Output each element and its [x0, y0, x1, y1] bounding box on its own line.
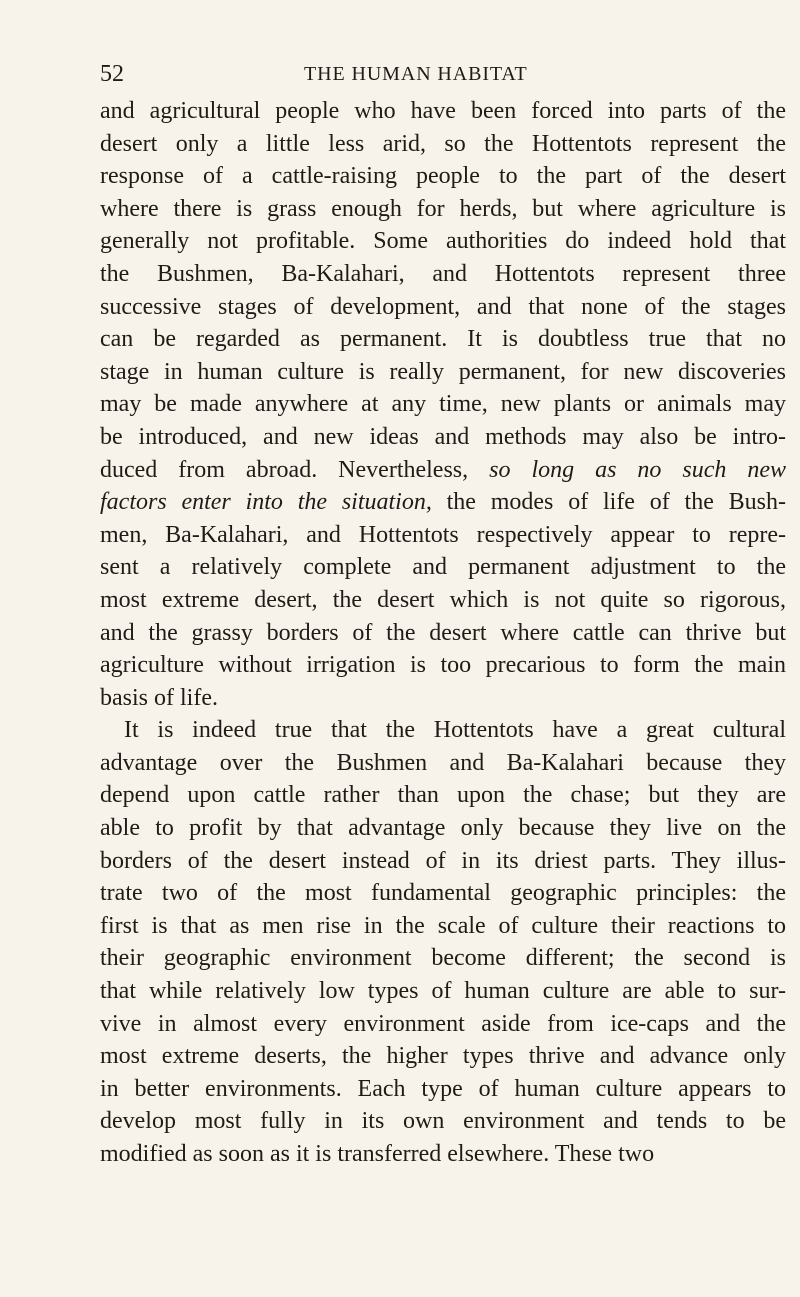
text-run: It is indeed true that the Hottentots have a great cultural	[124, 717, 786, 744]
text-line	[100, 779, 786, 812]
text-run: trate two of the most fundamental geographic principles: the	[100, 880, 786, 907]
text-run: vive in almost every environment aside from ice-caps and the	[100, 1010, 786, 1037]
text-line	[100, 714, 786, 747]
text-line	[100, 193, 786, 226]
text-run: generally not profitable. Some authorities do indeed hold that	[100, 228, 786, 255]
text-run: borders of the desert instead of in its driest parts. They illus-	[100, 847, 786, 874]
text-line	[100, 323, 786, 356]
text-line	[100, 942, 786, 975]
text-run: successive stages of development, and that none of the stages	[100, 293, 786, 320]
italic-phrase: so long as no such new	[489, 456, 787, 483]
text-line	[100, 584, 786, 617]
text-run: sent a relatively complete and permanent adjustment to the	[100, 554, 786, 581]
text-run: advantage over the Bushmen and Ba-Kalahari because they	[100, 749, 786, 776]
text-run: can be regarded as permanent. It is doubtless true that no	[100, 326, 786, 353]
text-run: in better environments. Each type of human culture appears to	[100, 1075, 786, 1102]
body-text	[100, 95, 786, 1171]
text-line	[100, 1138, 786, 1171]
text-line	[100, 975, 786, 1008]
text-line	[100, 486, 786, 519]
text-line	[100, 551, 786, 584]
text-run: that while relatively low types of human culture are able to sur-	[100, 978, 786, 1005]
text-line	[100, 910, 786, 943]
text-line	[100, 682, 786, 715]
text-run: most extreme deserts, the higher types thrive and advance only	[100, 1043, 786, 1070]
text-run: duced from abroad. Nevertheless,	[100, 456, 490, 483]
text-line	[100, 95, 786, 128]
text-line	[100, 258, 786, 291]
text-run: modified as soon as it is transferred elsewhere. These two	[100, 1141, 655, 1167]
italic-phrase: factors enter into the situation,	[100, 489, 432, 516]
text-run: where there is grass enough for herds, but where agriculture is	[100, 195, 786, 222]
text-run: response of a cattle-raising people to the part of the desert	[100, 163, 786, 190]
text-line	[100, 877, 786, 910]
text-run: basis of life.	[100, 684, 218, 711]
text-line	[100, 747, 786, 780]
text-line	[100, 1105, 786, 1138]
text-run: stage in human culture is really permanent, for new discoveries	[100, 358, 786, 385]
text-run: may be made anywhere at any time, new plants or animals may	[100, 391, 786, 418]
text-run: men, Ba-Kalahari, and Hottentots respectively appear to repre-	[100, 521, 786, 548]
text-run: and the grassy borders of the desert where cattle can thrive but	[100, 619, 786, 646]
text-line	[100, 649, 786, 682]
text-line	[100, 225, 786, 258]
text-line	[100, 1073, 786, 1106]
paragraph	[100, 95, 786, 714]
text-run: and agricultural people who have been forced into parts of the	[100, 98, 786, 124]
text-run: agriculture without irrigation is too precarious to form the main	[100, 652, 786, 679]
text-run: most extreme desert, the desert which is not quite so rigorous,	[100, 586, 786, 613]
text-line	[100, 617, 786, 650]
text-run: first is that as men rise in the scale of culture their reactions to	[100, 912, 786, 939]
text-run: the Bushmen, Ba-Kalahari, and Hottentots represent three	[100, 260, 786, 287]
text-line	[100, 421, 786, 454]
text-line	[100, 160, 786, 193]
running-head-title: THE HUMAN HABITAT	[304, 63, 528, 85]
text-run: their geographic environment become different; the second is	[100, 945, 786, 972]
text-run: be introduced, and new ideas and methods may also be intro-	[100, 423, 786, 450]
text-run: depend upon cattle rather than upon the chase; but they are	[100, 782, 786, 809]
text-run: desert only a little less arid, so the Hottentots represent the	[100, 130, 786, 157]
text-line	[100, 1008, 786, 1041]
text-run: develop most fully in its own environment and tends to be	[100, 1108, 786, 1135]
text-run: the modes of life of the Bush-	[431, 489, 786, 516]
text-line	[100, 845, 786, 878]
text-line	[100, 388, 786, 421]
text-line	[100, 812, 786, 845]
page-number: 52	[100, 61, 124, 87]
running-head	[0, 57, 800, 87]
text-line	[100, 519, 786, 552]
text-line	[100, 454, 786, 487]
text-line	[100, 128, 786, 161]
text-line	[100, 1040, 786, 1073]
text-line	[100, 291, 786, 324]
text-run: able to profit by that advantage only because they live on the	[100, 815, 786, 842]
text-line	[100, 356, 786, 389]
paragraph	[100, 714, 786, 1170]
